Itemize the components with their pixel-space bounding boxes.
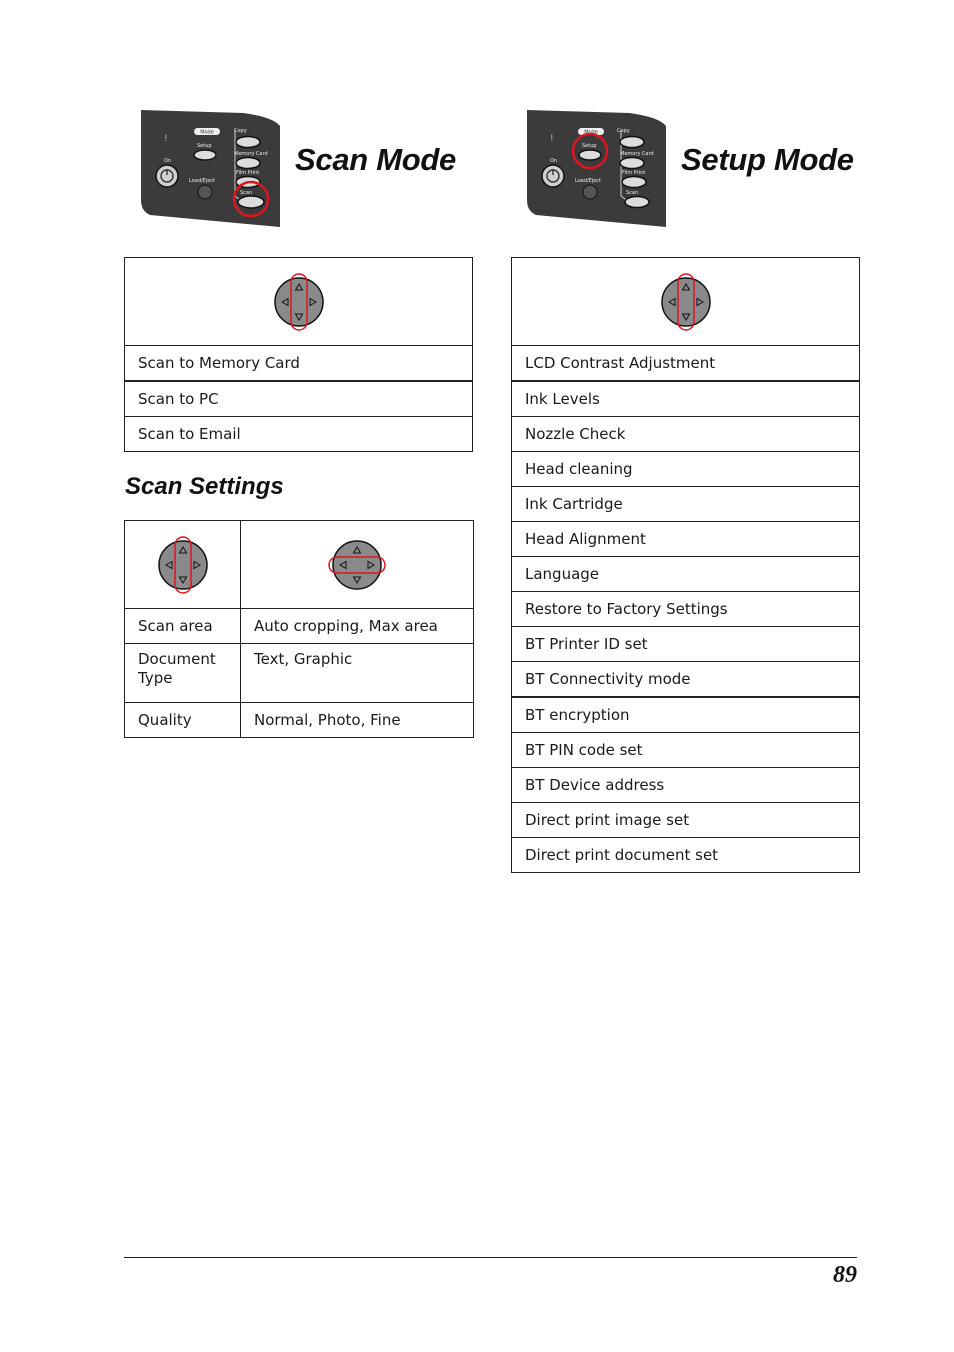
setup-mode-item: BT PIN code set	[512, 733, 860, 768]
panel-label-copy: Copy	[617, 128, 630, 134]
table-row	[512, 697, 860, 733]
setting-options: Normal, Photo, Fine	[241, 703, 474, 738]
setup-mode-item: Ink Cartridge	[512, 487, 860, 522]
table-row	[512, 592, 860, 627]
setup-mode-item: Direct print image set	[512, 803, 860, 838]
setup-mode-item: Nozzle Check	[512, 417, 860, 452]
panel-label-mode: Mode	[200, 129, 214, 136]
scan-settings-title: Scan Settings	[125, 473, 284, 500]
setting-name: Document Type	[125, 644, 241, 703]
table-row	[512, 557, 860, 592]
svg-text:!: !	[164, 134, 168, 144]
setup-mode-item: BT encryption	[512, 697, 860, 733]
table-row	[512, 768, 860, 803]
table-row	[512, 627, 860, 662]
table-row	[125, 644, 474, 703]
svg-text:!: !	[550, 134, 554, 144]
table-row	[512, 733, 860, 768]
panel-label-scan: Scan	[626, 190, 639, 196]
setup-mode-item: Direct print document set	[512, 838, 860, 873]
setting-name: Scan area	[125, 609, 241, 644]
table-row	[512, 522, 860, 557]
table-row	[125, 381, 473, 417]
setting-options: Auto cropping, Max area	[241, 609, 474, 644]
setup-mode-item: Head Alignment	[512, 522, 860, 557]
updown-pad-icon	[125, 272, 472, 332]
table-row	[512, 381, 860, 417]
panel-label-memory-card: Memory Card	[234, 151, 268, 157]
setup-mode-item: Restore to Factory Settings	[512, 592, 860, 627]
table-row	[512, 838, 860, 873]
table-row	[125, 346, 473, 382]
scan-settings-icon-row	[125, 521, 474, 609]
updown-pad-icon	[125, 535, 240, 595]
scan-mode-item: Scan to PC	[125, 381, 473, 417]
setup-mode-item: Head cleaning	[512, 452, 860, 487]
setup-mode-title: Setup Mode	[681, 142, 854, 177]
control-panel-scan	[138, 108, 283, 228]
table-row	[512, 452, 860, 487]
updown-pad-cell	[125, 258, 473, 346]
control-panel-setup	[524, 108, 669, 228]
table-row	[125, 417, 473, 452]
updown-pad-cell	[512, 258, 860, 346]
panel-label-on: On	[550, 158, 558, 164]
setup-mode-item: LCD Contrast Adjustment	[512, 346, 860, 382]
table-row	[512, 417, 860, 452]
leftright-pad-icon	[241, 539, 473, 591]
panel-label-scan: Scan	[240, 190, 253, 196]
setting-name: Quality	[125, 703, 241, 738]
panel-label-copy: Copy	[234, 128, 247, 134]
panel-label-load-eject: Load/Eject	[575, 178, 602, 184]
table-row	[125, 609, 474, 644]
panel-label-load-eject: Load/Eject	[189, 178, 216, 184]
table-row	[512, 487, 860, 522]
setting-options: Text, Graphic	[241, 644, 474, 703]
setup-mode-item: BT Printer ID set	[512, 627, 860, 662]
leftright-pad-cell	[241, 521, 474, 609]
scan-mode-icon-row	[125, 258, 473, 346]
table-row	[512, 346, 860, 382]
panel-label-film-print: Film Print	[622, 170, 646, 176]
panel-label-memory-card: Memory Card	[620, 151, 654, 157]
table-row	[512, 662, 860, 698]
scan-mode-title: Scan Mode	[295, 142, 456, 177]
setup-mode-item: Language	[512, 557, 860, 592]
panel-label-film-print: Film Print	[236, 170, 260, 176]
scan-mode-table	[124, 257, 473, 452]
panel-label-mode: Mode	[584, 129, 598, 136]
setup-mode-item: BT Connectivity mode	[512, 662, 860, 698]
scan-mode-item: Scan to Memory Card	[125, 346, 473, 382]
page-number: 89	[833, 1262, 857, 1288]
panel-label-setup: Setup	[197, 143, 212, 149]
panel-label-setup: Setup	[582, 143, 597, 149]
scan-mode-item: Scan to Email	[125, 417, 473, 452]
table-row	[512, 803, 860, 838]
scan-settings-table	[124, 520, 474, 738]
updown-pad-cell	[125, 521, 241, 609]
setup-mode-item: Ink Levels	[512, 381, 860, 417]
panel-label-on: On	[164, 158, 172, 164]
setup-mode-table	[511, 257, 860, 873]
footer-rule	[124, 1257, 857, 1258]
table-row	[125, 703, 474, 738]
updown-pad-icon	[512, 272, 859, 332]
setup-mode-icon-row	[512, 258, 860, 346]
setup-mode-item: BT Device address	[512, 768, 860, 803]
